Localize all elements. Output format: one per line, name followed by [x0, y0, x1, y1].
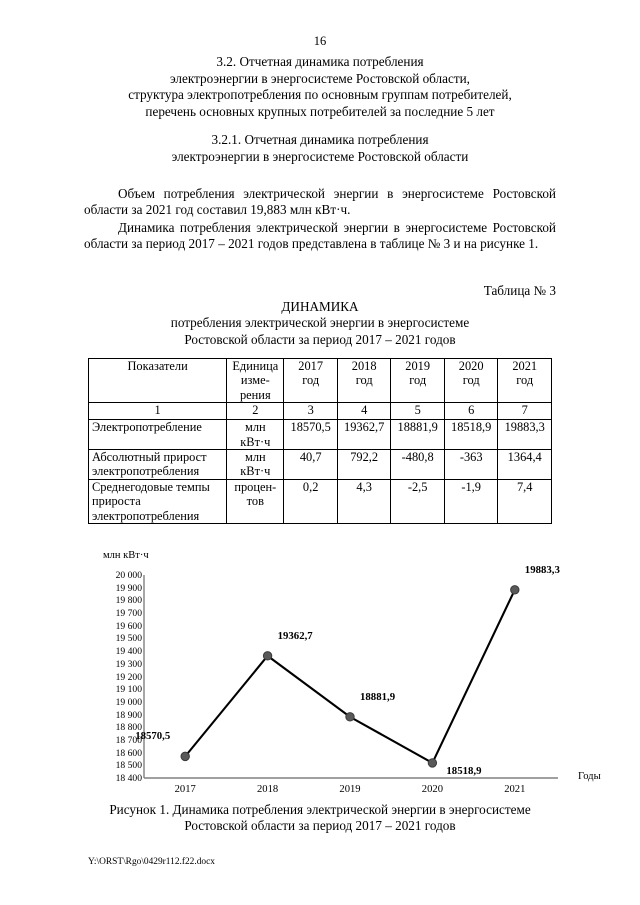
header-year-value: 2019	[405, 359, 431, 373]
heading-line: структура электропотребления по основным группам потребителей,	[128, 87, 512, 103]
row-value: -363	[444, 450, 498, 480]
chart-y-tick: 19 000	[115, 696, 142, 708]
dynamics-table	[88, 358, 552, 524]
heading-line: перечень основных крупных потребителей за последние 5 лет	[145, 103, 495, 119]
heading-line: 3.2. Отчетная динамика потребления	[216, 54, 424, 69]
column-number: 7	[498, 403, 552, 420]
header-unit-line: Единица	[232, 359, 279, 373]
column-number: 3	[284, 403, 338, 420]
chart-y-tick: 19 900	[115, 582, 142, 594]
row-value: 1364,4	[498, 450, 552, 480]
chart-y-tick: 18 700	[115, 734, 142, 746]
row-value: 0,2	[284, 479, 338, 523]
chart-x-axis-label: Годы	[578, 771, 601, 782]
header-year-value: 2021	[512, 359, 538, 373]
column-number: 4	[337, 403, 391, 420]
chart-y-tick: 18 800	[115, 722, 142, 734]
chart-point-label: 19883,3	[524, 563, 560, 576]
chart-y-tick: 20 000	[115, 570, 142, 581]
chart-x-tick: 2019	[339, 784, 361, 795]
column-number: 5	[391, 403, 445, 420]
row-value: -1,9	[444, 479, 498, 523]
row-value: 19362,7	[337, 420, 391, 450]
figure-caption-line: Рисунок 1. Динамика потребления электрической энергии в энергосистеме	[109, 802, 531, 817]
paragraph-consumption-volume: Объем потребления электрической энергии в энергосистеме Ростовской области за 2021 год составил 19,883 млн кВт·ч.	[84, 186, 556, 218]
table-caption-line: ДИНАМИКА	[281, 299, 359, 314]
paragraph-dynamics-reference: Динамика потребления электрической энергии в энергосистеме Ростовской области за период 2017 – 2021 годов представлена в таблице № 3 и на рисунке 1.	[84, 220, 556, 252]
chart-point-label: 19362,7	[277, 629, 313, 642]
chart-point-label: 18881,9	[360, 690, 396, 703]
header-year-2020	[444, 359, 498, 403]
footer-file-path: Y:\ORST\Rgo\0429r112.f22.docx	[88, 857, 215, 867]
header-year-2019	[391, 359, 445, 403]
chart-y-tick: 19 700	[115, 608, 142, 620]
table-row	[89, 420, 552, 450]
column-number: 1	[89, 403, 227, 420]
row-value: 18570,5	[284, 420, 338, 450]
heading-section-3-2-1	[60, 132, 580, 165]
chart-x-tick: 2021	[504, 784, 526, 795]
chart-y-tick: 18 900	[115, 709, 142, 721]
row-value: 7,4	[498, 479, 552, 523]
header-unit-line: изме-	[240, 373, 270, 388]
chart-y-tick: 18 500	[115, 760, 142, 772]
header-year-word: год	[302, 373, 320, 388]
table-caption-line: Ростовской области за период 2017 – 2021 годов	[184, 331, 456, 347]
header-year-2017	[284, 359, 338, 403]
header-unit-line: рения	[239, 387, 271, 402]
chart-y-tick: 19 300	[115, 658, 142, 670]
row-value: 18518,9	[444, 420, 498, 450]
heading-line: 3.2.1. Отчетная динамика потребления	[211, 132, 429, 147]
row-unit-line: млн	[244, 420, 266, 435]
heading-line: электроэнергии в энергосистеме Ростовской области	[171, 148, 469, 164]
row-indicator: Среднегодовые темпы прироста электропотребления	[89, 479, 227, 523]
row-value: -480,8	[391, 450, 445, 480]
row-unit-line: тов	[246, 494, 264, 509]
table-header-row	[89, 359, 552, 403]
row-value: 40,7	[284, 450, 338, 480]
chart-plot-area	[88, 550, 558, 798]
figure-caption-line: Ростовской области за период 2017 – 2021 годов	[184, 818, 456, 834]
heading-line: электроэнергии в энергосистеме Ростовской области,	[170, 70, 470, 86]
header-year-2018	[337, 359, 391, 403]
page-number: 16	[313, 34, 327, 48]
table-caption	[84, 299, 556, 348]
table-row	[89, 450, 552, 480]
chart-y-axis-unit-title: млн кВт·ч	[103, 550, 149, 561]
column-number: 2	[227, 403, 284, 420]
chart-y-tick: 19 800	[115, 595, 142, 607]
figure-caption	[70, 802, 570, 835]
row-indicator: Абсолютный прирост электропотребления	[89, 450, 227, 480]
row-value: 19883,3	[498, 420, 552, 450]
row-value: 792,2	[337, 450, 391, 480]
chart-x-tick: 2017	[174, 784, 196, 795]
header-year-word: год	[355, 373, 373, 388]
row-unit-line: кВт·ч	[240, 434, 271, 449]
chart-point-label: 18570,5	[135, 730, 171, 743]
row-unit-line: кВт·ч	[240, 464, 271, 479]
row-value: 18881,9	[391, 420, 445, 450]
row-unit	[227, 420, 284, 450]
table-row	[89, 479, 552, 523]
column-number: 6	[444, 403, 498, 420]
heading-section-3-2	[60, 54, 580, 120]
chart-y-tick: 18 600	[115, 747, 142, 759]
header-year-value: 2020	[458, 359, 484, 373]
chart-x-tick: 2018	[257, 784, 279, 795]
chart-y-tick: 19 600	[115, 620, 142, 632]
row-unit	[227, 450, 284, 480]
header-unit	[227, 359, 284, 403]
chart-y-tick: 19 500	[115, 633, 142, 645]
chart-point-label: 18518,9	[446, 764, 482, 777]
chart-y-tick: 19 200	[115, 671, 142, 683]
row-value: 4,3	[337, 479, 391, 523]
header-year-word: год	[462, 373, 480, 388]
chart-y-tick: 19 100	[115, 684, 142, 696]
row-unit	[227, 479, 284, 523]
row-indicator: Электропотребление	[89, 420, 227, 450]
header-year-2021	[498, 359, 552, 403]
table-column-number-row	[89, 403, 552, 420]
header-year-value: 2018	[351, 359, 377, 373]
header-year-word: год	[409, 373, 427, 388]
row-unit-line: процен-	[234, 479, 277, 494]
chart-y-tick: 18 400	[115, 773, 142, 784]
chart-y-tick: 19 400	[115, 646, 142, 658]
chart-x-tick: 2020	[421, 784, 443, 795]
header-year-word: год	[516, 373, 534, 388]
dynamics-line-chart	[88, 550, 601, 798]
header-year-value: 2017	[298, 359, 324, 373]
row-value: -2,5	[391, 479, 445, 523]
table-caption-line: потребления электрической энергии в энергосистеме	[170, 315, 470, 331]
table-number-label: Таблица № 3	[483, 283, 556, 298]
header-indicator: Показатели	[89, 359, 227, 403]
row-unit-line: млн	[244, 450, 266, 465]
